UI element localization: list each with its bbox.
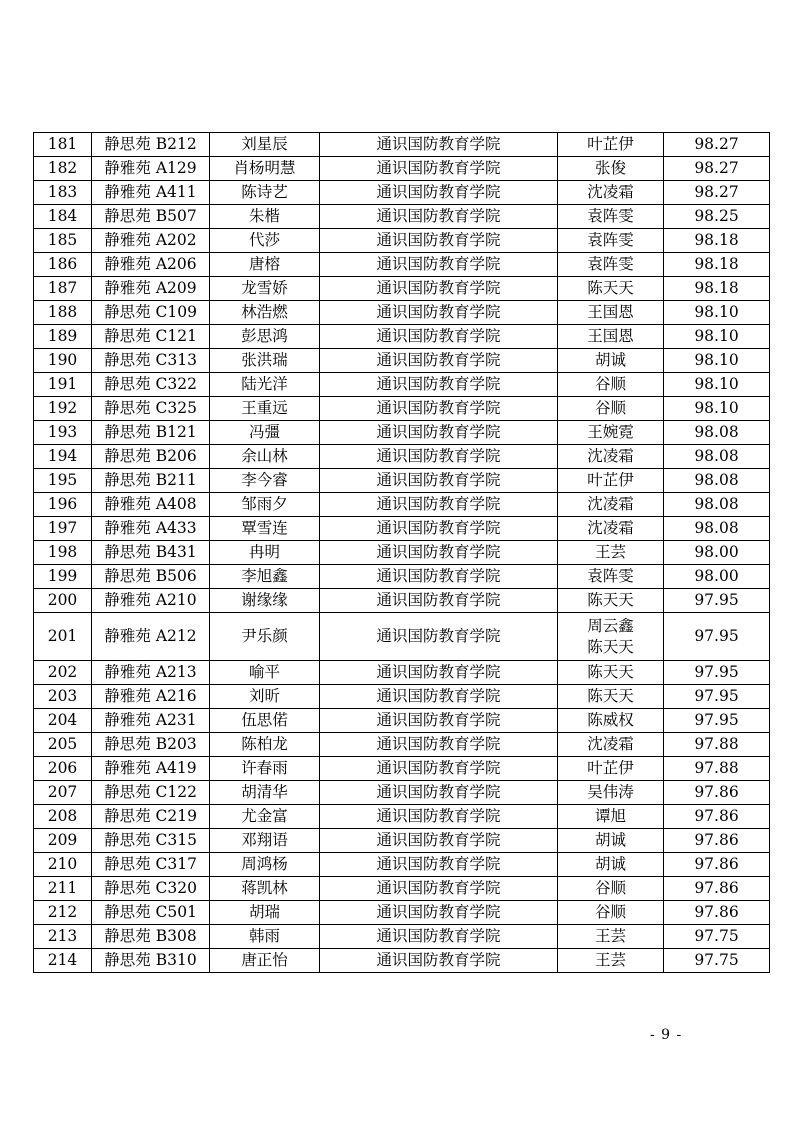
score-cell: 98.27 (664, 133, 770, 157)
row-number-cell: 188 (34, 301, 92, 325)
student-name-cell: 彭思鸿 (210, 325, 320, 349)
room-cell: 静思苑 C325 (92, 397, 210, 421)
student-name-cell: 周鸿杨 (210, 853, 320, 877)
row-number-cell: 199 (34, 565, 92, 589)
table-row (34, 613, 770, 661)
mentor-name: 吴伟涛 (587, 783, 634, 801)
room-cell: 静思苑 B212 (92, 133, 210, 157)
table-row (34, 541, 770, 565)
mentor-cell (558, 181, 664, 205)
score-cell: 97.75 (664, 925, 770, 949)
room-cell: 静思苑 B308 (92, 925, 210, 949)
score-cell: 98.08 (664, 421, 770, 445)
mentor-name: 袁阵雯 (587, 231, 634, 249)
mentor-cell (558, 925, 664, 949)
room-cell: 静思苑 C313 (92, 349, 210, 373)
score-cell: 97.88 (664, 733, 770, 757)
room-cell: 静思苑 B506 (92, 565, 210, 589)
student-name-cell: 张洪瑞 (210, 349, 320, 373)
student-name-cell: 伍思偌 (210, 709, 320, 733)
mentor-name: 胡诚 (594, 351, 626, 369)
mentor-cell (558, 757, 664, 781)
mentor-cell (558, 421, 664, 445)
student-name-cell: 胡瑞 (210, 901, 320, 925)
table-row (34, 565, 770, 589)
student-name-cell: 邓翔语 (210, 829, 320, 853)
room-cell: 静思苑 C219 (92, 805, 210, 829)
mentor-name: 陈天天 (587, 663, 634, 681)
table-row (34, 229, 770, 253)
college-cell: 通识国防教育学院 (320, 493, 558, 517)
college-cell: 通识国防教育学院 (320, 853, 558, 877)
student-name-cell: 覃雪连 (210, 517, 320, 541)
table-row (34, 133, 770, 157)
room-cell: 静思苑 C315 (92, 829, 210, 853)
mentor-name: 陈威权 (587, 711, 634, 729)
mentor-name: 谷顺 (594, 375, 626, 393)
table-row (34, 853, 770, 877)
row-number-cell: 200 (34, 589, 92, 613)
mentor-name: 胡诚 (594, 831, 626, 849)
row-number-cell: 211 (34, 877, 92, 901)
table-row (34, 829, 770, 853)
room-cell: 静思苑 C317 (92, 853, 210, 877)
row-number-cell: 208 (34, 805, 92, 829)
student-name-cell: 尤金富 (210, 805, 320, 829)
row-number-cell: 209 (34, 829, 92, 853)
college-cell: 通识国防教育学院 (320, 205, 558, 229)
table-row (34, 421, 770, 445)
score-cell: 97.95 (664, 685, 770, 709)
college-cell: 通识国防教育学院 (320, 613, 558, 661)
college-cell: 通识国防教育学院 (320, 157, 558, 181)
row-number-cell: 185 (34, 229, 92, 253)
table-row (34, 349, 770, 373)
mentor-cell (558, 709, 664, 733)
row-number-cell: 204 (34, 709, 92, 733)
mentor-name: 周云鑫 (587, 616, 634, 635)
mentor-name: 谭旭 (594, 807, 626, 825)
college-cell: 通识国防教育学院 (320, 685, 558, 709)
mentor-cell (558, 877, 664, 901)
college-cell: 通识国防教育学院 (320, 229, 558, 253)
room-cell: 静思苑 B211 (92, 469, 210, 493)
mentor-cell (558, 229, 664, 253)
page-number: - 9 - (650, 1027, 683, 1043)
room-cell: 静思苑 C322 (92, 373, 210, 397)
college-cell: 通识国防教育学院 (320, 325, 558, 349)
row-number-cell: 190 (34, 349, 92, 373)
mentor-name: 王婉霓 (587, 423, 634, 441)
mentor-cell (558, 157, 664, 181)
row-number-cell: 181 (34, 133, 92, 157)
college-cell: 通识国防教育学院 (320, 661, 558, 685)
score-cell: 97.86 (664, 853, 770, 877)
student-name-cell: 蒋凯林 (210, 877, 320, 901)
row-number-cell: 214 (34, 949, 92, 973)
table-row (34, 589, 770, 613)
room-cell: 静思苑 B507 (92, 205, 210, 229)
row-number-cell: 189 (34, 325, 92, 349)
row-number-cell: 195 (34, 469, 92, 493)
mentor-name: 陈天天 (587, 637, 634, 656)
mentor-name: 袁阵雯 (587, 255, 634, 273)
room-cell: 静思苑 C109 (92, 301, 210, 325)
score-cell: 98.08 (664, 493, 770, 517)
student-name-cell: 唐榕 (210, 253, 320, 277)
mentor-cell (558, 301, 664, 325)
college-cell: 通识国防教育学院 (320, 541, 558, 565)
score-cell: 98.08 (664, 517, 770, 541)
score-cell: 97.86 (664, 901, 770, 925)
room-cell: 静雅苑 A202 (92, 229, 210, 253)
college-cell: 通识国防教育学院 (320, 301, 558, 325)
college-cell: 通识国防教育学院 (320, 469, 558, 493)
score-cell: 98.08 (664, 445, 770, 469)
table-row (34, 877, 770, 901)
table-row (34, 445, 770, 469)
mentor-cell (558, 325, 664, 349)
college-cell: 通识国防教育学院 (320, 709, 558, 733)
row-number-cell: 201 (34, 613, 92, 661)
student-name-cell: 尹乐颜 (210, 613, 320, 661)
student-name-cell: 冉明 (210, 541, 320, 565)
table-row (34, 469, 770, 493)
row-number-cell: 198 (34, 541, 92, 565)
room-cell: 静思苑 B203 (92, 733, 210, 757)
score-cell: 97.95 (664, 661, 770, 685)
student-name-cell: 谢缘缘 (210, 589, 320, 613)
score-cell: 98.00 (664, 541, 770, 565)
mentor-cell (558, 565, 664, 589)
score-cell: 98.08 (664, 469, 770, 493)
college-cell: 通识国防教育学院 (320, 565, 558, 589)
table-row (34, 493, 770, 517)
student-name-cell: 肖杨明慧 (210, 157, 320, 181)
college-cell: 通识国防教育学院 (320, 925, 558, 949)
student-name-cell: 唐正怡 (210, 949, 320, 973)
table-row (34, 181, 770, 205)
mentor-cell (558, 589, 664, 613)
student-name-cell: 胡清华 (210, 781, 320, 805)
score-cell: 98.27 (664, 181, 770, 205)
table-row (34, 757, 770, 781)
mentor-name: 陈天天 (587, 279, 634, 297)
table-row (34, 685, 770, 709)
student-name-cell: 陈柏龙 (210, 733, 320, 757)
mentor-name: 袁阵雯 (587, 567, 634, 585)
score-cell: 97.86 (664, 781, 770, 805)
row-number-cell: 210 (34, 853, 92, 877)
mentor-name: 胡诚 (594, 855, 626, 873)
room-cell: 静思苑 C122 (92, 781, 210, 805)
row-number-cell: 187 (34, 277, 92, 301)
room-cell: 静思苑 B310 (92, 949, 210, 973)
room-cell: 静思苑 B206 (92, 445, 210, 469)
room-cell: 静思苑 C320 (92, 877, 210, 901)
college-cell: 通识国防教育学院 (320, 349, 558, 373)
table-row (34, 925, 770, 949)
table-row (34, 325, 770, 349)
college-cell: 通识国防教育学院 (320, 253, 558, 277)
room-cell: 静雅苑 A216 (92, 685, 210, 709)
row-number-cell: 203 (34, 685, 92, 709)
student-name-cell: 陈诗艺 (210, 181, 320, 205)
mentor-name: 王芸 (594, 951, 626, 969)
student-name-cell: 许春雨 (210, 757, 320, 781)
mentor-cell (558, 253, 664, 277)
room-cell: 静雅苑 A419 (92, 757, 210, 781)
row-number-cell: 184 (34, 205, 92, 229)
college-cell: 通识国防教育学院 (320, 757, 558, 781)
room-cell: 静雅苑 A209 (92, 277, 210, 301)
row-number-cell: 194 (34, 445, 92, 469)
row-number-cell: 205 (34, 733, 92, 757)
score-cell: 97.75 (664, 949, 770, 973)
mentor-name: 王芸 (594, 927, 626, 945)
mentor-name: 张俊 (594, 159, 626, 177)
college-cell: 通识国防教育学院 (320, 781, 558, 805)
college-cell: 通识国防教育学院 (320, 421, 558, 445)
college-cell: 通识国防教育学院 (320, 517, 558, 541)
mentor-cell (558, 277, 664, 301)
student-name-cell: 韩雨 (210, 925, 320, 949)
college-cell: 通识国防教育学院 (320, 277, 558, 301)
mentor-name: 袁阵雯 (587, 207, 634, 225)
mentor-cell (558, 685, 664, 709)
college-cell: 通识国防教育学院 (320, 805, 558, 829)
room-cell: 静雅苑 A212 (92, 613, 210, 661)
college-cell: 通识国防教育学院 (320, 181, 558, 205)
student-name-cell: 刘昕 (210, 685, 320, 709)
score-cell: 98.10 (664, 397, 770, 421)
mentor-cell (558, 853, 664, 877)
score-cell: 98.10 (664, 349, 770, 373)
table-row (34, 301, 770, 325)
table-row (34, 781, 770, 805)
mentor-cell (558, 541, 664, 565)
college-cell: 通识国防教育学院 (320, 397, 558, 421)
row-number-cell: 212 (34, 901, 92, 925)
mentor-cell (558, 517, 664, 541)
college-cell: 通识国防教育学院 (320, 133, 558, 157)
table-row (34, 205, 770, 229)
mentor-cell (558, 445, 664, 469)
mentor-name: 叶芷伊 (587, 759, 634, 777)
row-number-cell: 207 (34, 781, 92, 805)
room-cell: 静雅苑 A231 (92, 709, 210, 733)
score-cell: 98.18 (664, 229, 770, 253)
row-number-cell: 182 (34, 157, 92, 181)
row-number-cell: 213 (34, 925, 92, 949)
row-number-cell: 206 (34, 757, 92, 781)
mentor-cell (558, 613, 664, 661)
mentor-name: 谷顺 (594, 903, 626, 921)
score-cell: 97.88 (664, 757, 770, 781)
table-row (34, 949, 770, 973)
mentor-cell (558, 205, 664, 229)
room-cell: 静雅苑 A213 (92, 661, 210, 685)
student-name-cell: 冯彊 (210, 421, 320, 445)
student-name-cell: 李今睿 (210, 469, 320, 493)
table-row (34, 397, 770, 421)
table-row (34, 709, 770, 733)
room-cell: 静雅苑 A433 (92, 517, 210, 541)
score-cell: 97.86 (664, 805, 770, 829)
mentor-cell (558, 373, 664, 397)
score-cell: 98.25 (664, 205, 770, 229)
student-name-cell: 陆光洋 (210, 373, 320, 397)
college-cell: 通识国防教育学院 (320, 901, 558, 925)
score-cell: 98.18 (664, 277, 770, 301)
ranking-table (33, 132, 770, 973)
college-cell: 通识国防教育学院 (320, 733, 558, 757)
mentor-cell (558, 901, 664, 925)
mentor-cell (558, 805, 664, 829)
row-number-cell: 191 (34, 373, 92, 397)
mentor-cell (558, 493, 664, 517)
student-name-cell: 喻平 (210, 661, 320, 685)
mentor-name: 谷顺 (594, 399, 626, 417)
score-cell: 98.27 (664, 157, 770, 181)
room-cell: 静雅苑 A411 (92, 181, 210, 205)
row-number-cell: 196 (34, 493, 92, 517)
room-cell: 静思苑 C121 (92, 325, 210, 349)
score-cell: 98.18 (664, 253, 770, 277)
mentor-name: 叶芷伊 (587, 471, 634, 489)
score-cell: 98.10 (664, 373, 770, 397)
table-row (34, 661, 770, 685)
score-cell: 98.10 (664, 301, 770, 325)
score-cell: 97.95 (664, 709, 770, 733)
student-name-cell: 余山林 (210, 445, 320, 469)
mentor-cell (558, 661, 664, 685)
college-cell: 通识国防教育学院 (320, 373, 558, 397)
college-cell: 通识国防教育学院 (320, 445, 558, 469)
college-cell: 通识国防教育学院 (320, 877, 558, 901)
room-cell: 静雅苑 A206 (92, 253, 210, 277)
mentor-cell (558, 781, 664, 805)
row-number-cell: 197 (34, 517, 92, 541)
college-cell: 通识国防教育学院 (320, 829, 558, 853)
student-name-cell: 王重远 (210, 397, 320, 421)
table-row (34, 901, 770, 925)
mentor-name: 叶芷伊 (587, 135, 634, 153)
mentor-name: 王芸 (594, 543, 626, 561)
mentor-cell (558, 349, 664, 373)
mentor-name: 王国恩 (587, 327, 634, 345)
room-cell: 静雅苑 A210 (92, 589, 210, 613)
table-row (34, 517, 770, 541)
mentor-name: 陈天天 (587, 687, 634, 705)
mentor-name: 沈凌霜 (587, 447, 634, 465)
mentor-name: 王国恩 (587, 303, 634, 321)
score-cell: 97.86 (664, 829, 770, 853)
college-cell: 通识国防教育学院 (320, 949, 558, 973)
table-row (34, 373, 770, 397)
mentor-cell (558, 469, 664, 493)
college-cell: 通识国防教育学院 (320, 589, 558, 613)
room-cell: 静雅苑 A408 (92, 493, 210, 517)
mentor-name: 沈凌霜 (587, 735, 634, 753)
mentor-cell (558, 733, 664, 757)
mentor-cell (558, 949, 664, 973)
mentor-name: 谷顺 (594, 879, 626, 897)
row-number-cell: 192 (34, 397, 92, 421)
mentor-name: 沈凌霜 (587, 495, 634, 513)
room-cell: 静思苑 B121 (92, 421, 210, 445)
score-cell: 98.10 (664, 325, 770, 349)
ranking-table-body (34, 133, 770, 973)
row-number-cell: 202 (34, 661, 92, 685)
student-name-cell: 朱楷 (210, 205, 320, 229)
table-row (34, 805, 770, 829)
room-cell: 静雅苑 A129 (92, 157, 210, 181)
table-row (34, 253, 770, 277)
score-cell: 97.95 (664, 613, 770, 661)
table-row (34, 277, 770, 301)
student-name-cell: 邹雨夕 (210, 493, 320, 517)
student-name-cell: 代莎 (210, 229, 320, 253)
student-name-cell: 林浩燃 (210, 301, 320, 325)
mentor-cell (558, 133, 664, 157)
student-name-cell: 李旭鑫 (210, 565, 320, 589)
mentor-cell (558, 829, 664, 853)
score-cell: 97.86 (664, 877, 770, 901)
student-name-cell: 龙雪娇 (210, 277, 320, 301)
score-cell: 97.95 (664, 589, 770, 613)
mentor-name: 沈凌霜 (587, 183, 634, 201)
room-cell: 静思苑 B431 (92, 541, 210, 565)
room-cell: 静思苑 C501 (92, 901, 210, 925)
score-cell: 98.00 (664, 565, 770, 589)
row-number-cell: 186 (34, 253, 92, 277)
student-name-cell: 刘星辰 (210, 133, 320, 157)
mentor-name: 沈凌霜 (587, 519, 634, 537)
row-number-cell: 193 (34, 421, 92, 445)
mentor-name: 陈天天 (587, 591, 634, 609)
table-row (34, 733, 770, 757)
table-row (34, 157, 770, 181)
row-number-cell: 183 (34, 181, 92, 205)
mentor-cell (558, 397, 664, 421)
